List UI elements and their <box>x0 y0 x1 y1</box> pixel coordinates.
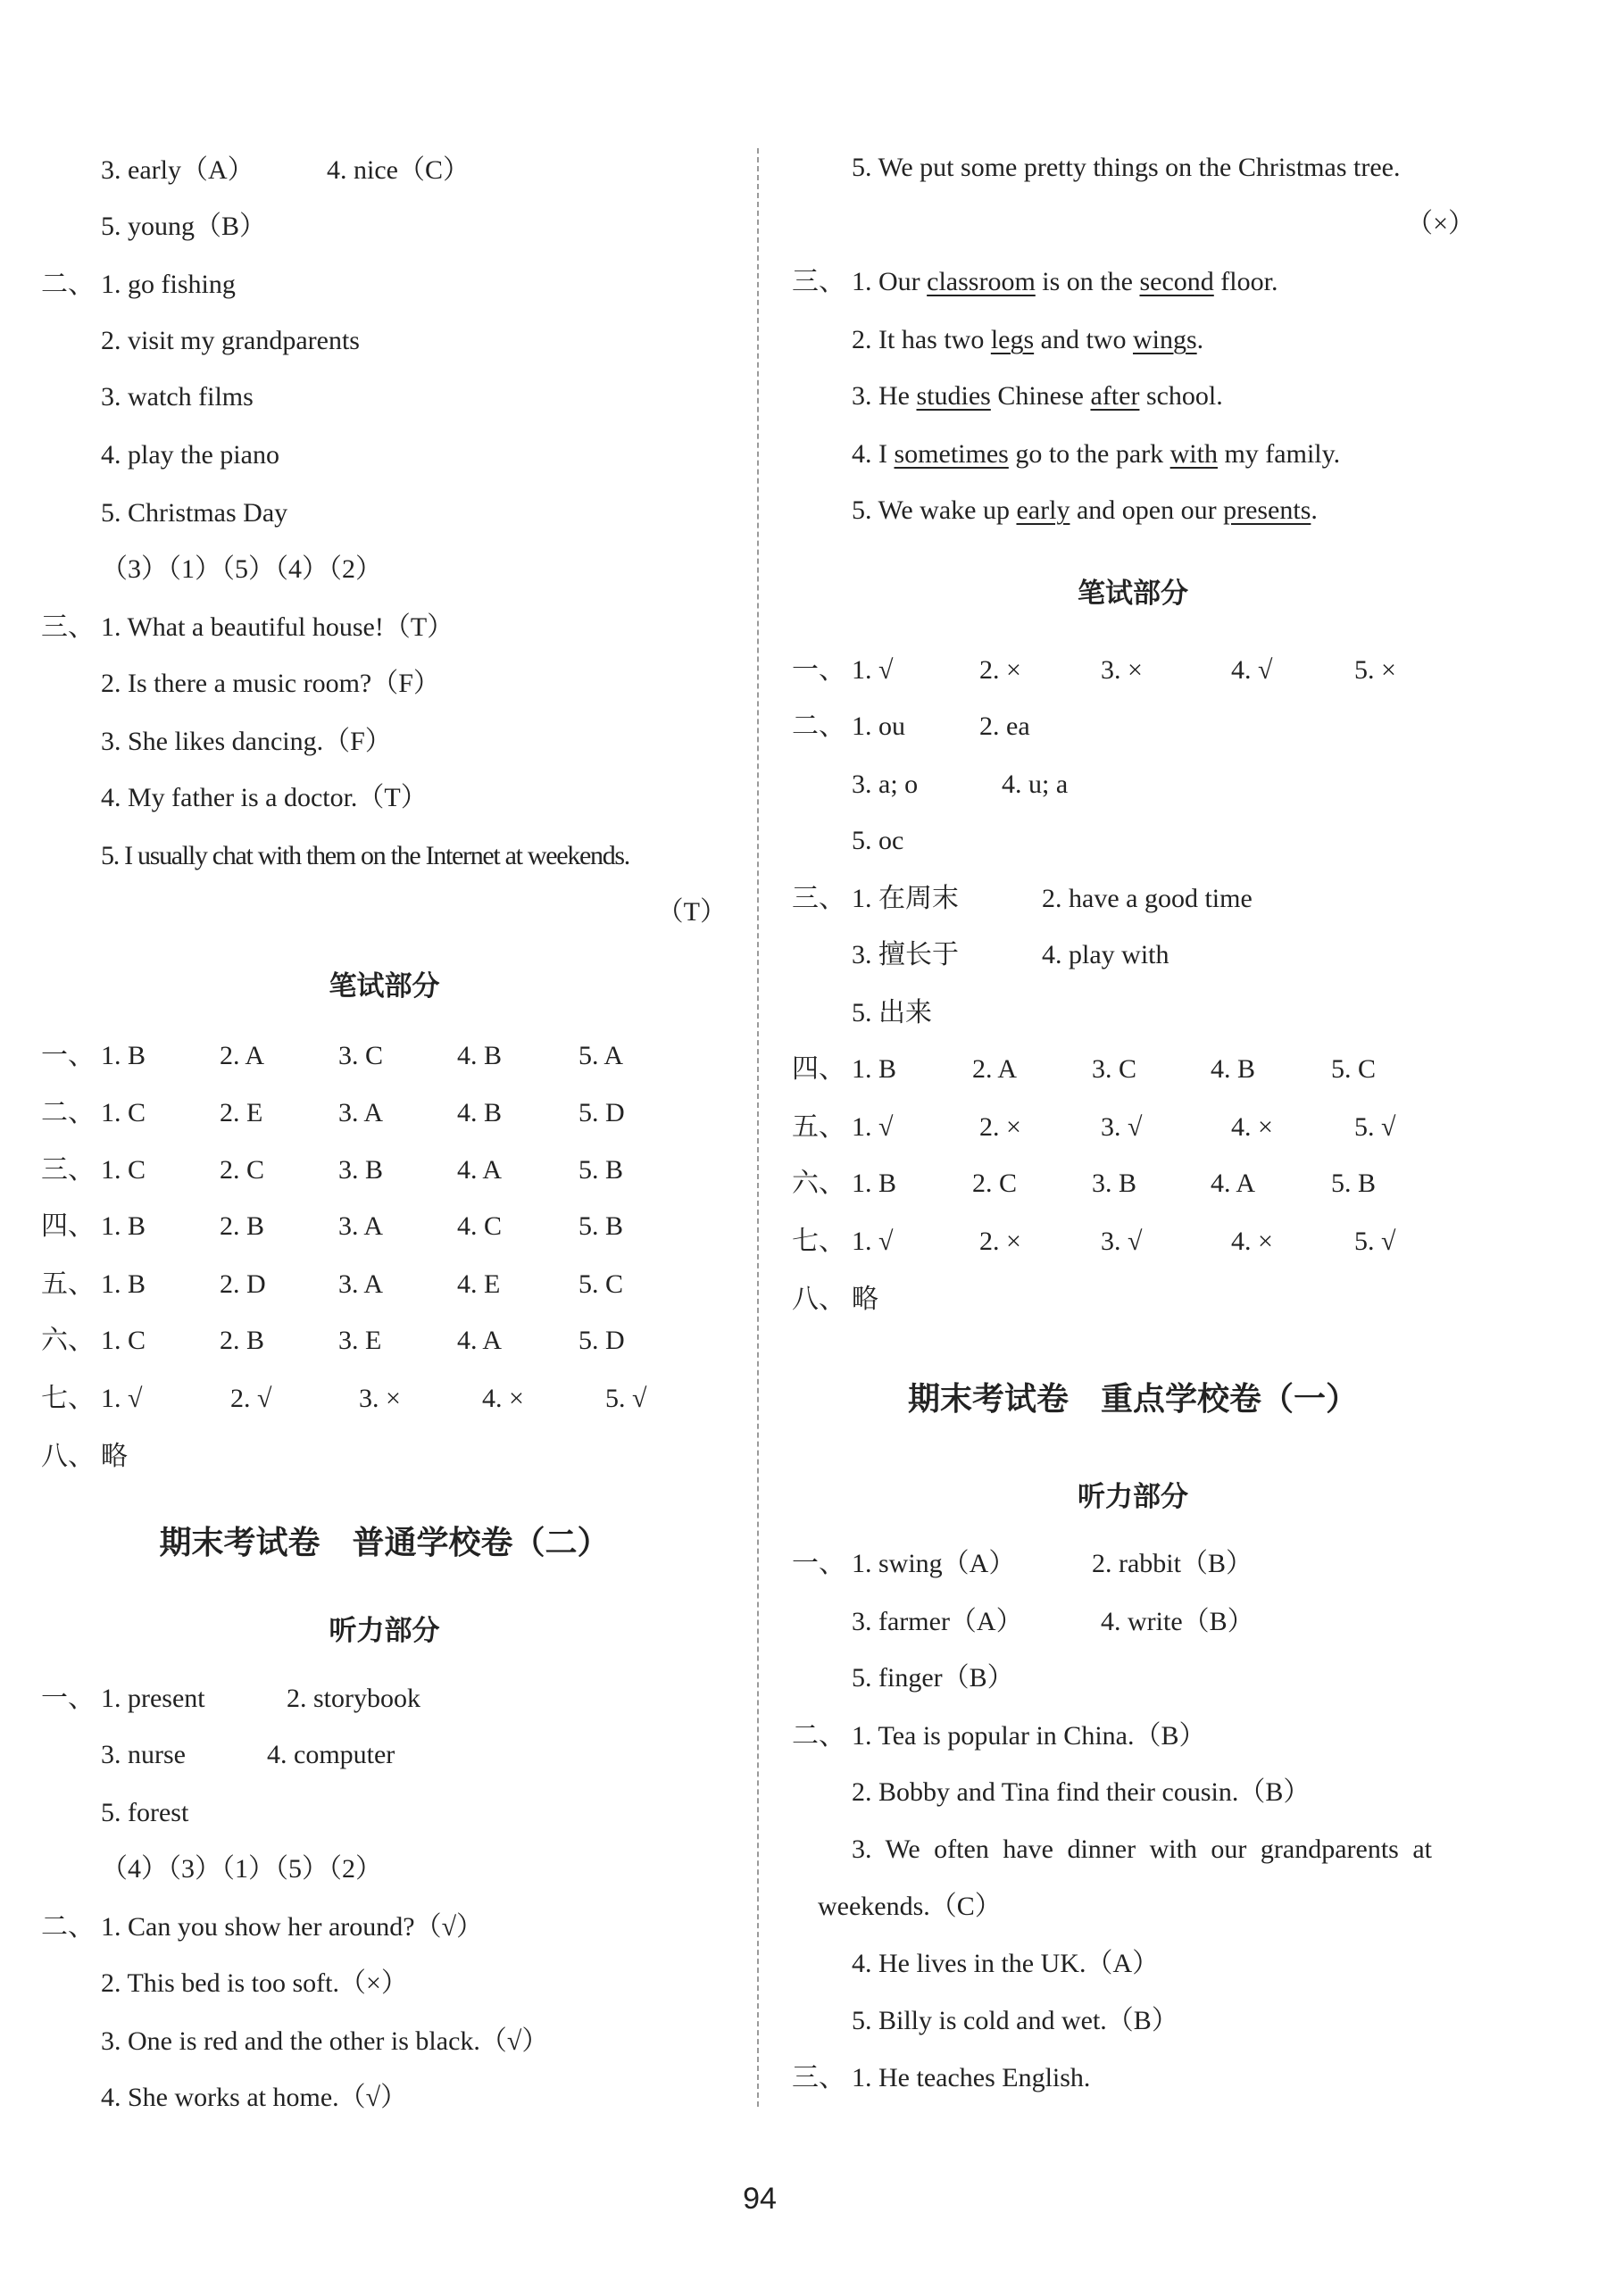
answer-cell: 4. × <box>1231 1112 1273 1142</box>
underlined-sentence <box>852 322 1203 358</box>
answer-item: 5. young（B） <box>101 212 267 241</box>
answer-cell: 2. B <box>220 1211 265 1241</box>
sentence-text: 4. I <box>852 439 895 469</box>
section-2-item: 4. play the piano <box>101 440 279 470</box>
sentence-text: 2. It has two <box>852 325 991 354</box>
answer-cell: 4. C <box>457 1211 503 1241</box>
answer-item: 4. nice（C） <box>327 155 470 185</box>
answer-cell: 略 <box>101 1442 128 1471</box>
answer-cell: 1. B <box>101 1269 146 1299</box>
answer-item: 3. early（A） <box>101 155 254 185</box>
answer-item: 2. rabbit（B） <box>1092 1549 1253 1578</box>
answer-cell: 2. A <box>220 1041 265 1070</box>
answer-cell: 1. B <box>101 1041 146 1070</box>
answer-cell: 4. A <box>457 1155 503 1185</box>
answer-cell: 2. C <box>220 1155 265 1185</box>
section-marker: 一、 <box>792 655 845 685</box>
sentence-text: and two <box>1034 325 1133 354</box>
listening-part-heading: 听力部分 <box>329 1615 440 1647</box>
answer-item: 5. finger（B） <box>852 1663 1014 1693</box>
underlined-word: presents <box>1223 495 1311 525</box>
answer-cell: 3. A <box>338 1269 384 1299</box>
answer-cell: 1. √ <box>852 1227 894 1256</box>
section-3-item: 2. Is there a music room?（F） <box>101 669 440 698</box>
section-marker: 四、 <box>792 1054 845 1084</box>
section-2-item: 2. visit my grandparents <box>101 326 360 355</box>
item-text: 1. Can you show her around?（√） <box>101 1912 484 1942</box>
section-marker: 三、 <box>792 267 845 296</box>
underlined-sentence <box>852 379 1223 414</box>
sentence-text: and open our <box>1070 495 1224 525</box>
answer-cell: 3. × <box>1101 655 1143 685</box>
answer-cell: 4. √ <box>1231 655 1273 685</box>
answer-cell: 1. C <box>101 1326 146 1355</box>
section-marker: 二、 <box>41 1098 95 1127</box>
item-answer: （×） <box>1406 209 1475 238</box>
answer-cell: 1. C <box>101 1098 146 1127</box>
answer-cell: 3. A <box>338 1211 384 1241</box>
answer-cell: 2. E <box>220 1098 263 1127</box>
section-marker: 七、 <box>792 1227 845 1256</box>
sentence-text: . <box>1311 495 1318 525</box>
answer-item: 2. have a good time <box>1042 884 1253 913</box>
section-marker: 三、 <box>792 884 845 913</box>
answer-cell: 2. × <box>979 1112 1021 1142</box>
answer-cell: 4. B <box>457 1098 503 1127</box>
section-marker: 四、 <box>41 1211 95 1241</box>
answer-cell: 3. √ <box>1101 1112 1143 1142</box>
item-text: 1. He teaches English. <box>852 2063 1091 2092</box>
page-number: 94 <box>743 2182 777 2216</box>
underlined-sentence <box>792 264 1278 300</box>
answer-cell: 1. B <box>852 1054 897 1084</box>
underlined-word: classroom <box>927 267 1036 296</box>
answer-cell: 略 <box>852 1285 878 1314</box>
answer-cell: 2. × <box>979 655 1021 685</box>
answer-item: 1. swing（A） <box>852 1549 1016 1578</box>
answer-cell: 1. √ <box>101 1384 143 1413</box>
section-marker: 三、 <box>41 1155 95 1185</box>
answer-item: 4. computer <box>267 1740 395 1769</box>
section-marker: 二、 <box>792 1721 845 1751</box>
answer-cell: 4. E <box>457 1269 501 1299</box>
answer-cell: 4. B <box>457 1041 503 1070</box>
section-marker: 八、 <box>41 1442 95 1471</box>
section-marker: 七、 <box>41 1384 95 1413</box>
section-marker: 八、 <box>792 1285 845 1314</box>
answer-cell: 2. × <box>979 1227 1021 1256</box>
sentence-text: 1. Our <box>852 267 928 296</box>
answer-cell: 5. √ <box>605 1384 647 1413</box>
section-3-item: 4. My father is a doctor.（T） <box>101 783 428 812</box>
listening-item: 2. This bed is too soft.（×） <box>101 1968 408 1998</box>
sentence-text: my family. <box>1217 439 1341 469</box>
sentence-text: Chinese <box>990 381 1091 411</box>
answer-cell: 1. C <box>101 1155 146 1185</box>
section-2-item <box>41 267 236 303</box>
sentence-text: floor. <box>1213 267 1278 296</box>
underlined-sentence <box>852 493 1318 528</box>
answer-item: 4. u; a <box>1002 769 1069 799</box>
section-marker: 六、 <box>792 1169 845 1198</box>
answer-cell: 1. B <box>101 1211 146 1241</box>
section-marker: 五、 <box>41 1269 95 1299</box>
section-marker: 一、 <box>41 1041 95 1070</box>
answer-cell: 5. √ <box>1354 1227 1396 1256</box>
answer-cell: 5. √ <box>1354 1112 1396 1142</box>
sentence-text: 5. We wake up <box>852 495 1017 525</box>
answer-item: 4. play with <box>1042 940 1169 969</box>
answer-item: 3. farmer（A） <box>852 1607 1023 1636</box>
answer-cell: 4. × <box>482 1384 524 1413</box>
answer-cell: 3. B <box>338 1155 384 1185</box>
answer-cell: 2. B <box>220 1326 265 1355</box>
underlined-word: with <box>1169 439 1218 469</box>
answer-cell: 3. √ <box>1101 1227 1143 1256</box>
written-part-heading: 笔试部分 <box>329 970 440 1002</box>
sentence-text: school. <box>1139 381 1223 411</box>
answer-cell: 5. B <box>578 1211 624 1241</box>
column-divider <box>757 148 759 2107</box>
section-3-item: 5. I usually chat with them on the Internet at weekends. <box>101 841 630 870</box>
answer-cell: 4. A <box>457 1326 503 1355</box>
answer-cell: 5. D <box>578 1326 625 1355</box>
item-answer: （T） <box>656 897 727 927</box>
answer-item: 1. 在周末 <box>852 884 959 913</box>
listening-item: 3. One is red and the other is black.（√） <box>101 2026 549 2056</box>
answer-cell: 3. × <box>359 1384 401 1413</box>
answer-cell: 1. B <box>852 1169 897 1198</box>
section-2-item: 3. watch films <box>101 382 254 412</box>
answer-item: 3. 擅长于 <box>852 940 959 969</box>
item-text: 1. Tea is popular in China.（B） <box>852 1721 1206 1751</box>
listening-item: 3. We often have dinner with our grandparents at <box>852 1834 1433 1864</box>
answer-cell: 4. × <box>1231 1227 1273 1256</box>
answer-item: 2. storybook <box>287 1684 420 1713</box>
answer-item: 3. nurse <box>101 1740 186 1769</box>
underlined-word: second <box>1139 267 1214 296</box>
answer-cell: 5. A <box>578 1041 624 1070</box>
answer-cell: 5. B <box>578 1155 624 1185</box>
answer-cell: 3. A <box>338 1098 384 1127</box>
listening-item: 4. He lives in the UK.（A） <box>852 1949 1160 1978</box>
underlined-word: early <box>1016 495 1070 525</box>
underlined-word: studies <box>916 381 991 411</box>
underlined-sentence <box>852 437 1340 472</box>
listening-item: 5. Billy is cold and wet.（B） <box>852 2006 1178 2035</box>
section-marker: 三、 <box>41 612 95 642</box>
answer-cell: 2. A <box>972 1054 1018 1084</box>
section-marker: 二、 <box>41 270 95 299</box>
section-marker: 五、 <box>792 1112 845 1142</box>
answer-cell: 3. E <box>338 1326 382 1355</box>
order-sequence: （3）（1）（5）（4）（2） <box>101 554 382 584</box>
answer-cell: 5. × <box>1354 655 1396 685</box>
section-marker: 一、 <box>792 1549 845 1578</box>
listening-item <box>41 1909 484 1945</box>
answer-item: 5. We put some pretty things on the Christmas tree. <box>852 153 1401 182</box>
answer-cell: 3. B <box>1092 1169 1137 1198</box>
section-marker: 一、 <box>41 1684 95 1713</box>
answer-cell: 5. C <box>578 1269 624 1299</box>
sentence-text: is on the <box>1035 267 1140 296</box>
answer-item: 2. ea <box>979 711 1030 741</box>
underlined-word: legs <box>990 325 1035 354</box>
listening-item: 4. She works at home.（√） <box>101 2083 408 2112</box>
exam-title: 期末考试卷 重点学校卷（一） <box>907 1380 1358 1418</box>
item-text: 1. What a beautiful house!（T） <box>101 612 454 642</box>
answer-cell: 4. A <box>1211 1169 1256 1198</box>
section-3-item: 3. She likes dancing.（F） <box>101 727 392 756</box>
order-sequence: （4）（3）（1）（5）（2） <box>101 1854 382 1884</box>
answer-item: 1. present <box>101 1684 205 1713</box>
listening-item <box>792 1718 1206 1754</box>
answer-cell: 5. C <box>1331 1054 1377 1084</box>
answer-cell: 5. B <box>1331 1169 1377 1198</box>
answer-cell: 5. D <box>578 1098 625 1127</box>
answer-cell: 3. C <box>1092 1054 1137 1084</box>
sentence-text: . <box>1196 325 1204 354</box>
answer-item: 5. 出来 <box>852 998 932 1027</box>
listening-item-continuation: weekends.（C） <box>818 1892 1002 1921</box>
answer-cell: 4. B <box>1211 1054 1256 1084</box>
underlined-word: sometimes <box>894 439 1009 469</box>
answer-cell: 1. √ <box>852 1112 894 1142</box>
listening-item: 2. Bobby and Tina find their cousin.（B） <box>852 1777 1311 1807</box>
answer-item: 4. write（B） <box>1101 1607 1254 1636</box>
underlined-word: after <box>1090 381 1140 411</box>
answer-item: 3. a; o <box>852 769 919 799</box>
section-2-item: 5. Christmas Day <box>101 498 288 528</box>
section-marker: 六、 <box>41 1326 95 1355</box>
answer-cell: 2. C <box>972 1169 1018 1198</box>
section-marker: 二、 <box>792 711 845 741</box>
answer-cell: 3. C <box>338 1041 384 1070</box>
answer-cell: 2. √ <box>230 1384 272 1413</box>
answer-item: 5. forest <box>101 1798 189 1827</box>
listening-item <box>792 2060 1091 2096</box>
answer-cell: 2. D <box>220 1269 266 1299</box>
written-part-heading: 笔试部分 <box>1078 578 1188 610</box>
item-text: 1. go fishing <box>101 270 236 299</box>
listening-part-heading: 听力部分 <box>1078 1481 1188 1513</box>
sentence-text: go to the park <box>1008 439 1170 469</box>
answer-item: 1. ou <box>852 711 905 741</box>
section-marker: 三、 <box>792 2063 845 2092</box>
exam-title: 期末考试卷 普通学校卷（二） <box>159 1524 610 1561</box>
answer-item: 5. oc <box>852 826 904 855</box>
section-marker: 二、 <box>41 1912 95 1942</box>
sentence-text: 3. He <box>852 381 917 411</box>
underlined-word: wings <box>1132 325 1197 354</box>
section-3-item <box>41 610 454 645</box>
answer-cell: 1. √ <box>852 655 894 685</box>
